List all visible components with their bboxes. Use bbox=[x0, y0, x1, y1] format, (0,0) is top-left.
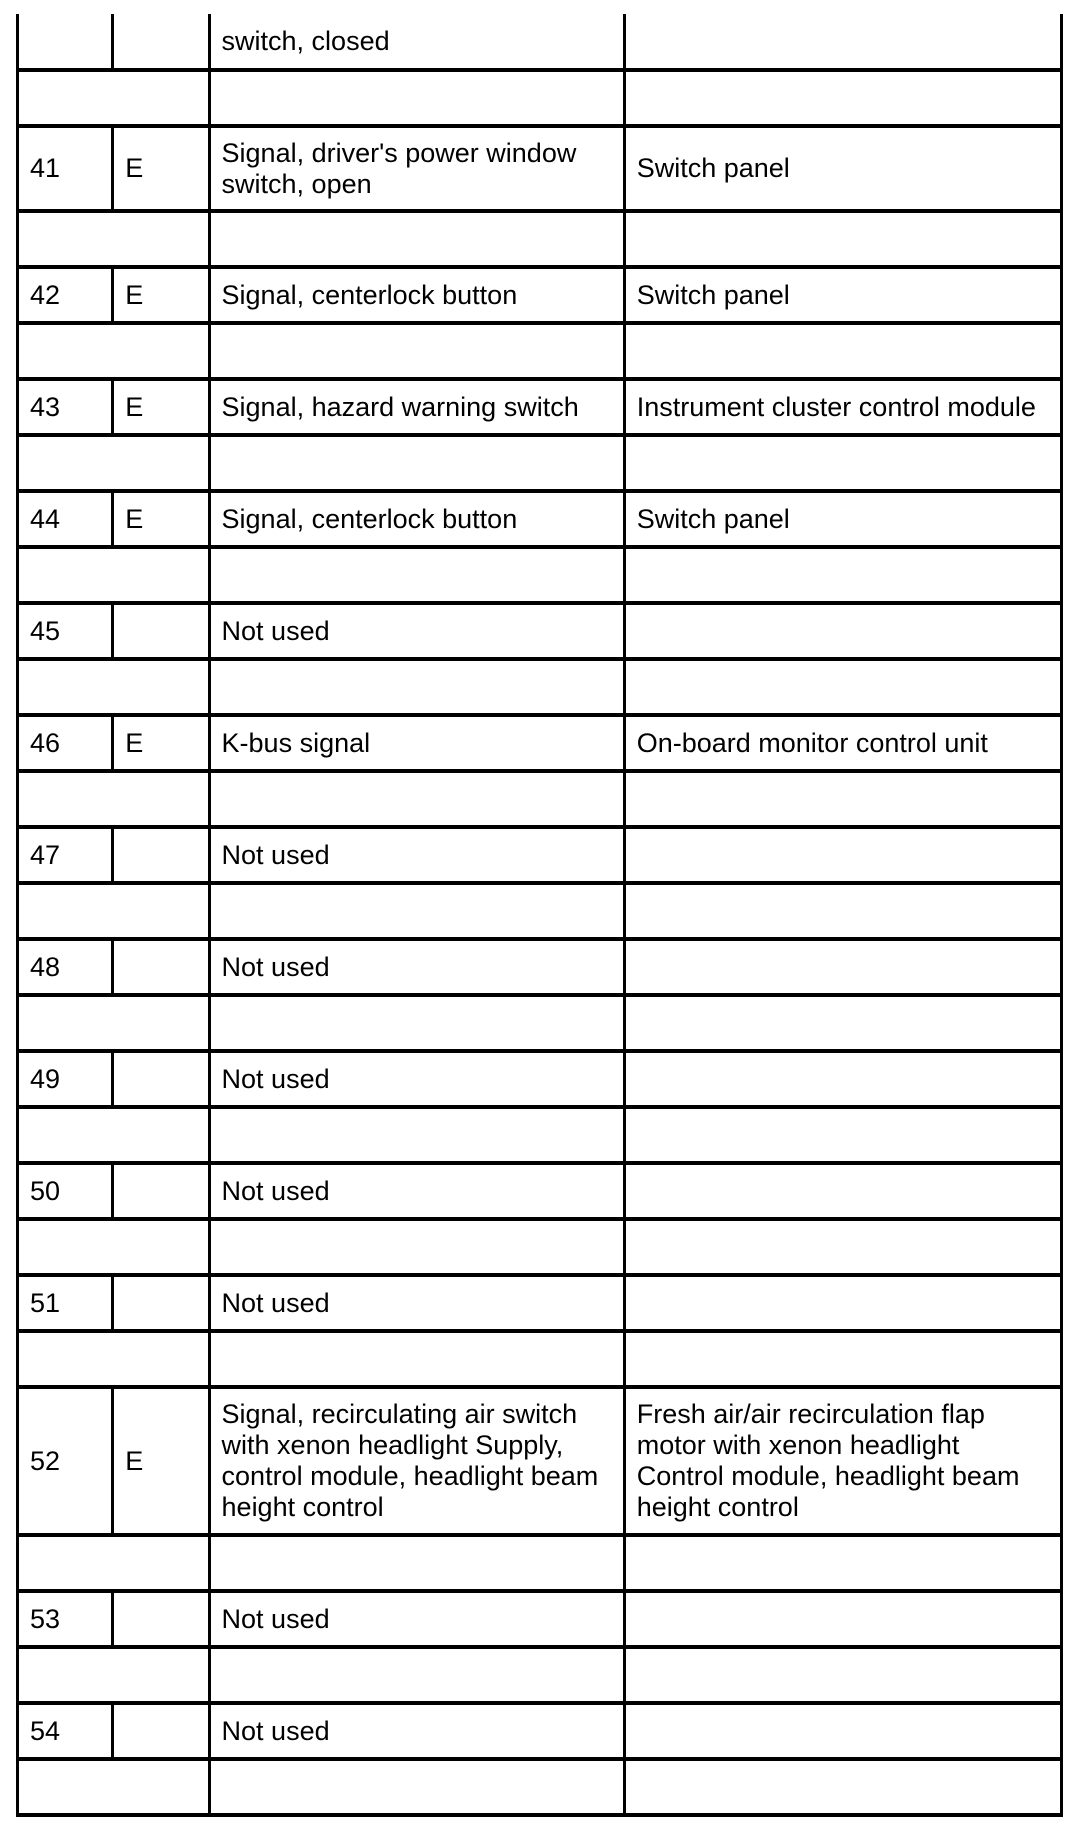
io-type: E bbox=[113, 379, 209, 435]
spacer-cell bbox=[18, 211, 210, 267]
pin-number: 41 bbox=[18, 126, 113, 211]
pin-number: 47 bbox=[18, 827, 113, 883]
pin-number: 44 bbox=[18, 491, 113, 547]
description: Signal, hazard warning switch bbox=[209, 379, 624, 435]
spacer-cell bbox=[624, 995, 1061, 1051]
table-row bbox=[18, 715, 1062, 771]
io-type: E bbox=[113, 126, 209, 211]
spacer-cell bbox=[209, 1759, 624, 1815]
spacer-row bbox=[18, 1331, 1062, 1387]
table-row bbox=[18, 491, 1062, 547]
component: Instrument cluster control module bbox=[624, 379, 1061, 435]
spacer-cell bbox=[18, 1535, 210, 1591]
io-type bbox=[113, 1275, 209, 1331]
component: On-board monitor control unit bbox=[624, 715, 1061, 771]
pin-number: 42 bbox=[18, 267, 113, 323]
spacer-row bbox=[18, 547, 1062, 603]
spacer-cell bbox=[624, 1759, 1061, 1815]
description: Not used bbox=[209, 939, 624, 995]
description: Not used bbox=[209, 827, 624, 883]
table-row bbox=[18, 379, 1062, 435]
description: Signal, driver's power window switch, open bbox=[209, 126, 624, 211]
spacer-cell bbox=[624, 659, 1061, 715]
description: Not used bbox=[209, 1591, 624, 1647]
spacer-cell bbox=[624, 323, 1061, 379]
pin-number: 52 bbox=[18, 1387, 113, 1535]
spacer-cell bbox=[624, 1107, 1061, 1163]
io-type: E bbox=[113, 715, 209, 771]
spacer-cell bbox=[209, 435, 624, 491]
spacer-cell bbox=[624, 211, 1061, 267]
spacer-cell bbox=[624, 771, 1061, 827]
spacer-cell bbox=[209, 211, 624, 267]
spacer-cell bbox=[18, 323, 210, 379]
spacer-cell bbox=[209, 1647, 624, 1703]
description: Signal, recirculating air switch with xenon headlight Supply, control module, headlight beam height control bbox=[209, 1387, 624, 1535]
spacer-cell bbox=[209, 659, 624, 715]
table-row bbox=[18, 827, 1062, 883]
spacer-cell bbox=[624, 1647, 1061, 1703]
spacer-row bbox=[18, 435, 1062, 491]
component: Switch panel bbox=[624, 267, 1061, 323]
table-row bbox=[18, 1051, 1062, 1107]
component bbox=[624, 1703, 1061, 1759]
pin-assignment-table bbox=[16, 14, 1063, 1817]
description: Not used bbox=[209, 603, 624, 659]
pin-number: 54 bbox=[18, 1703, 113, 1759]
spacer-row bbox=[18, 771, 1062, 827]
description: Not used bbox=[209, 1275, 624, 1331]
spacer-cell bbox=[624, 435, 1061, 491]
spacer-row bbox=[18, 1107, 1062, 1163]
spacer-cell bbox=[18, 1107, 210, 1163]
io-type bbox=[113, 1051, 209, 1107]
pin-number: 45 bbox=[18, 603, 113, 659]
spacer-cell bbox=[624, 547, 1061, 603]
pin-number: 43 bbox=[18, 379, 113, 435]
pin-number: 49 bbox=[18, 1051, 113, 1107]
spacer-row bbox=[18, 211, 1062, 267]
spacer-row bbox=[18, 323, 1062, 379]
spacer-cell bbox=[624, 1219, 1061, 1275]
component bbox=[624, 1163, 1061, 1219]
io-cell bbox=[113, 14, 209, 70]
spacer-cell bbox=[624, 1331, 1061, 1387]
description: K-bus signal bbox=[209, 715, 624, 771]
spacer-cell bbox=[209, 547, 624, 603]
table-row bbox=[18, 1275, 1062, 1331]
spacer-row bbox=[18, 1535, 1062, 1591]
spacer-cell bbox=[18, 995, 210, 1051]
table-row bbox=[18, 1703, 1062, 1759]
component bbox=[624, 1591, 1061, 1647]
io-type bbox=[113, 827, 209, 883]
io-type bbox=[113, 1163, 209, 1219]
io-type: E bbox=[113, 267, 209, 323]
spacer-cell bbox=[209, 1331, 624, 1387]
io-type bbox=[113, 939, 209, 995]
pin-number: 48 bbox=[18, 939, 113, 995]
spacer-cell bbox=[209, 995, 624, 1051]
spacer-cell bbox=[209, 1535, 624, 1591]
spacer-cell bbox=[18, 70, 210, 126]
pin-number: 53 bbox=[18, 1591, 113, 1647]
table-row bbox=[18, 939, 1062, 995]
spacer-row bbox=[18, 659, 1062, 715]
component-cell bbox=[624, 14, 1061, 70]
spacer-cell bbox=[209, 1107, 624, 1163]
spacer-cell bbox=[18, 1647, 210, 1703]
description: Not used bbox=[209, 1051, 624, 1107]
spacer-cell bbox=[209, 1219, 624, 1275]
component: Fresh air/air recirculation flap motor with xenon headlight Control module, headlight beam height control bbox=[624, 1387, 1061, 1535]
component bbox=[624, 603, 1061, 659]
description-cell: switch, closed bbox=[209, 14, 624, 70]
spacer-cell bbox=[624, 883, 1061, 939]
io-type: E bbox=[113, 491, 209, 547]
spacer-cell bbox=[18, 659, 210, 715]
spacer-cell bbox=[18, 435, 210, 491]
description: Not used bbox=[209, 1163, 624, 1219]
table-row bbox=[18, 267, 1062, 323]
spacer-cell bbox=[18, 1331, 210, 1387]
pin-number: 46 bbox=[18, 715, 113, 771]
io-type bbox=[113, 603, 209, 659]
description: Signal, centerlock button bbox=[209, 491, 624, 547]
spacer-cell bbox=[18, 771, 210, 827]
table-row bbox=[18, 1591, 1062, 1647]
io-type bbox=[113, 1591, 209, 1647]
table-row bbox=[18, 1387, 1062, 1535]
spacer-cell bbox=[209, 70, 624, 126]
spacer-row bbox=[18, 995, 1062, 1051]
component: Switch panel bbox=[624, 491, 1061, 547]
spacer-cell bbox=[18, 883, 210, 939]
spacer-cell bbox=[624, 70, 1061, 126]
spacer-cell bbox=[209, 771, 624, 827]
spacer-row bbox=[18, 883, 1062, 939]
pin-number: 51 bbox=[18, 1275, 113, 1331]
table-row-continuation bbox=[18, 14, 1062, 70]
spacer-cell bbox=[209, 323, 624, 379]
spacer-row bbox=[18, 1219, 1062, 1275]
component bbox=[624, 939, 1061, 995]
table-row bbox=[18, 603, 1062, 659]
description: Not used bbox=[209, 1703, 624, 1759]
spacer-cell bbox=[18, 1759, 210, 1815]
component bbox=[624, 1275, 1061, 1331]
spacer-cell bbox=[18, 547, 210, 603]
component: Switch panel bbox=[624, 126, 1061, 211]
description: Signal, centerlock button bbox=[209, 267, 624, 323]
spacer-cell bbox=[209, 883, 624, 939]
spacer-row bbox=[18, 70, 1062, 126]
spacer-cell bbox=[624, 1535, 1061, 1591]
spacer-cell bbox=[18, 1219, 210, 1275]
io-type: E bbox=[113, 1387, 209, 1535]
spacer-row bbox=[18, 1759, 1062, 1815]
spacer-row bbox=[18, 1647, 1062, 1703]
component bbox=[624, 827, 1061, 883]
pin-number: 50 bbox=[18, 1163, 113, 1219]
table-row bbox=[18, 126, 1062, 211]
pin-cell bbox=[18, 14, 113, 70]
component bbox=[624, 1051, 1061, 1107]
io-type bbox=[113, 1703, 209, 1759]
table-row bbox=[18, 1163, 1062, 1219]
